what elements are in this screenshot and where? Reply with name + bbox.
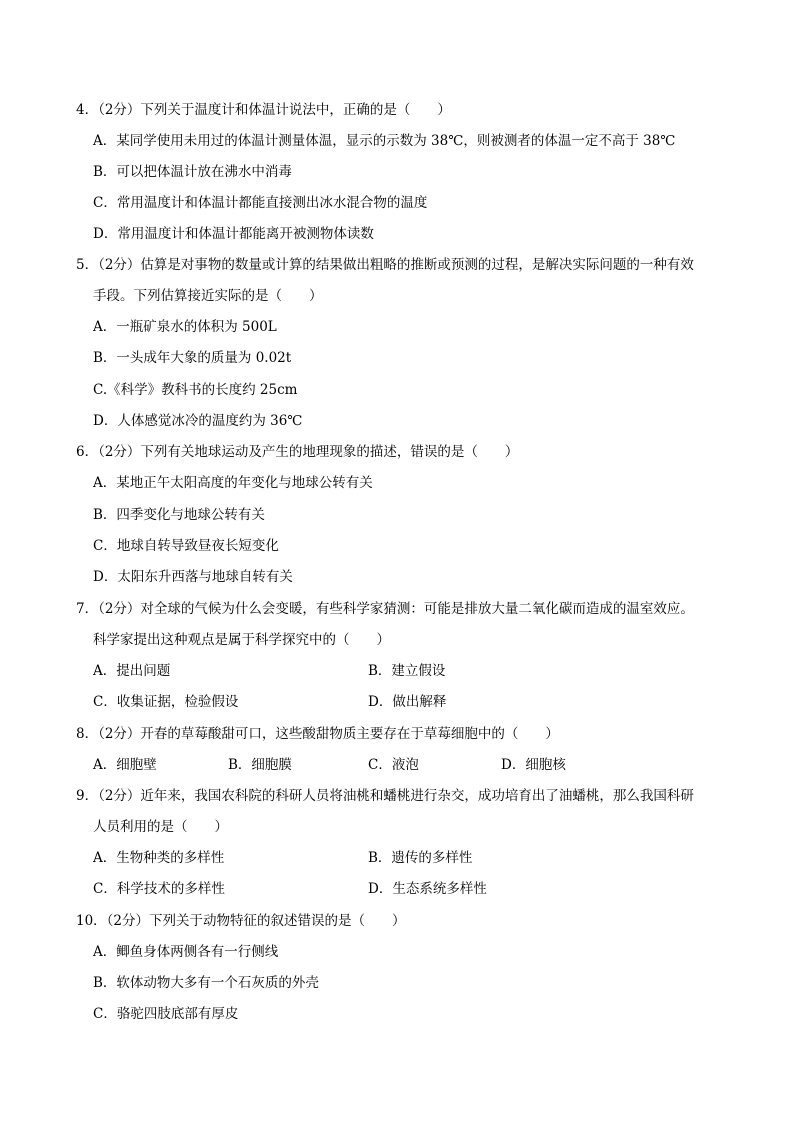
q8-option-d: D．细胞核 xyxy=(501,757,566,773)
question-10-stem: 10．（2分）下列关于动物特征的叙述错误的是（ ） xyxy=(76,913,406,929)
question-8-stem: 8．（2分）开春的草莓酸甜可口，这些酸甜物质主要存在于草莓细胞中的（ ） xyxy=(76,726,559,742)
q4-option-a: A．某同学使用未用过的体温计测量体温，显示的示数为 38℃，则被测者的体温一定不高于 38℃ xyxy=(93,133,676,149)
question-9-stem: 9．（2分）近年来，我国农科院的科研人员将油桃和蟠桃进行杂交，成功培育出了油蟠桃，那么我国科研 xyxy=(76,788,694,804)
q5-option-d: D．人体感觉冰冷的温度约为 36℃ xyxy=(93,413,303,429)
q5-option-a: A．一瓶矿泉水的体积为 500L xyxy=(93,319,277,335)
q8-option-b: B．细胞膜 xyxy=(228,757,292,773)
q9-option-c: C．科学技术的多样性 xyxy=(93,881,225,897)
q5-option-b: B．一头成年大象的质量为 0.02t xyxy=(93,350,292,366)
q9-option-b: B．遗传的多样性 xyxy=(368,850,473,866)
question-5-stem-cont: 手段。下列估算接近实际的是（ ） xyxy=(93,288,323,304)
q8-option-c: C．液泡 xyxy=(368,757,419,773)
q6-option-c: C．地球自转导致昼夜长短变化 xyxy=(93,538,279,554)
q9-option-a: A．生物种类的多样性 xyxy=(93,850,225,866)
q10-option-a: A．鲫鱼身体两侧各有一行侧线 xyxy=(93,944,279,960)
q7-option-d: D．做出解释 xyxy=(368,694,447,710)
q10-option-c: C．骆驼四肢底部有厚皮 xyxy=(93,1006,239,1022)
q4-option-b: B．可以把体温计放在沸水中消毒 xyxy=(93,164,292,180)
q9-option-d: D．生态系统多样性 xyxy=(368,881,487,897)
q6-option-d: D．太阳东升西落与地球自转有关 xyxy=(93,569,293,585)
question-5-stem: 5．（2分）估算是对事物的数量或计算的结果做出粗略的推断或预测的过程，是解决实际问题的一种有效 xyxy=(76,257,694,273)
q7-option-b: B．建立假设 xyxy=(368,663,446,679)
question-7-stem-cont: 科学家提出这种观点是属于科学探究中的（ ） xyxy=(93,632,390,648)
q10-option-b: B．软体动物大多有一个石灰质的外壳 xyxy=(93,975,319,991)
q6-option-a: A．某地正午太阳高度的年变化与地球公转有关 xyxy=(93,475,373,491)
question-6-stem: 6．（2分）下列有关地球运动及产生的地理现象的描述，错误的是（ ） xyxy=(76,444,519,460)
q7-option-c: C．收集证据，检验假设 xyxy=(93,694,239,710)
q7-option-a: A．提出问题 xyxy=(93,663,171,679)
q8-option-a: A．细胞壁 xyxy=(93,757,157,773)
question-7-stem: 7．（2分）对全球的气候为什么会变暖，有些科学家猜测：可能是排放大量二氧化碳而造成的温室效应。 xyxy=(76,601,694,617)
q4-option-c: C．常用温度计和体温计都能直接测出冰水混合物的温度 xyxy=(93,195,428,211)
question-9-stem-cont: 人员利用的是（ ） xyxy=(93,819,228,835)
q6-option-b: B．四季变化与地球公转有关 xyxy=(93,507,265,523)
question-4-stem: 4．（2分）下列关于温度计和体温计说法中，正确的是（ ） xyxy=(76,102,451,118)
q4-option-d: D．常用温度计和体温计都能离开被测物体读数 xyxy=(93,226,374,242)
q5-option-c: C.《科学》教科书的长度约 25cm xyxy=(93,382,298,398)
